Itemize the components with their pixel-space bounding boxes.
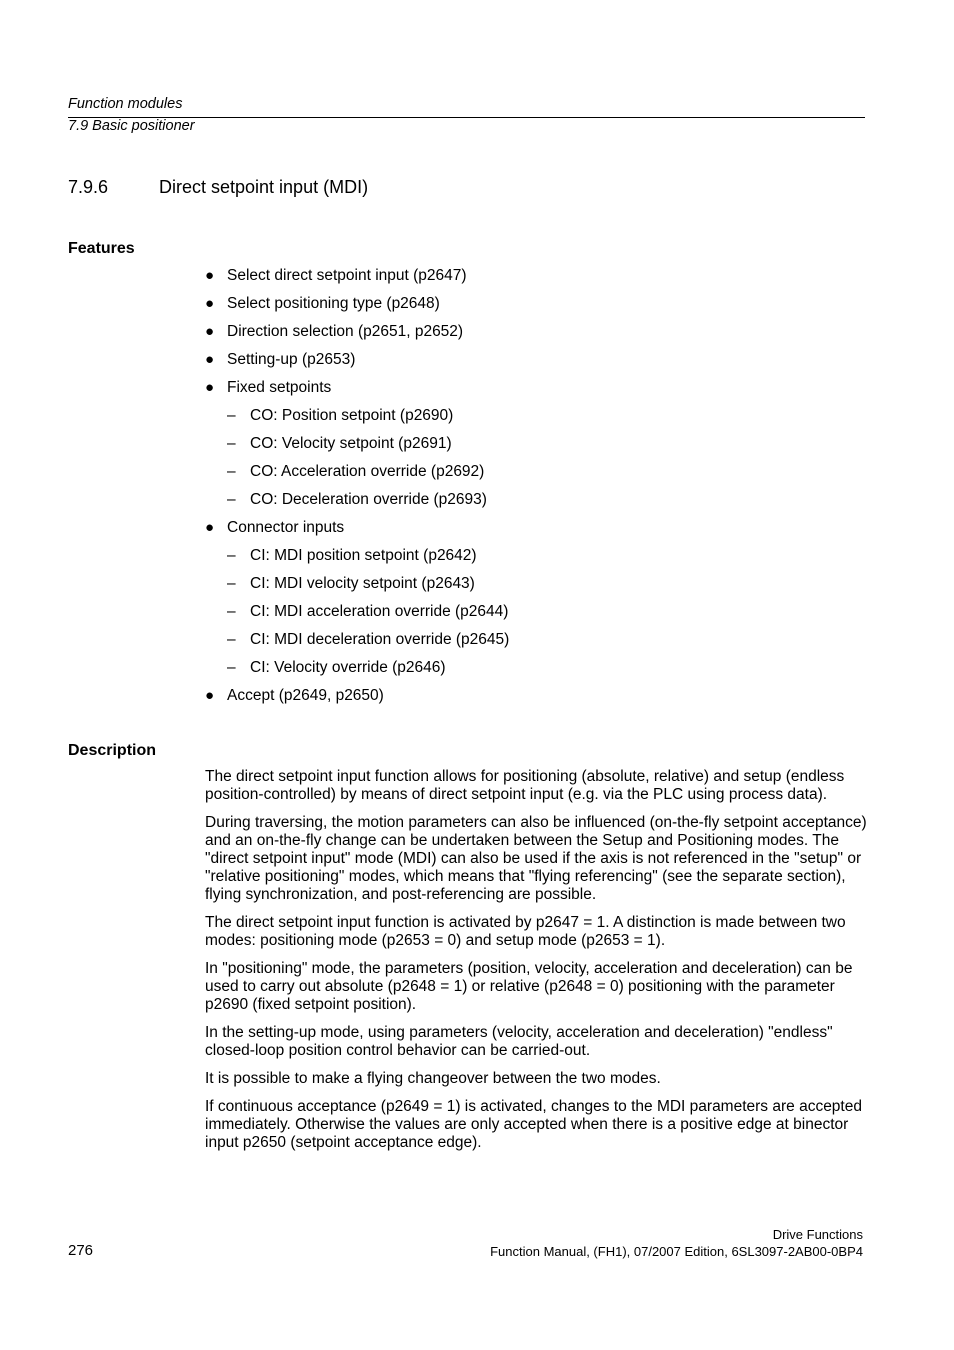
sub-list-item bbox=[205, 434, 865, 462]
list-item bbox=[205, 350, 865, 378]
features-list bbox=[205, 266, 865, 714]
dash-marker: – bbox=[227, 547, 236, 564]
list-item bbox=[205, 322, 865, 350]
list-item-text: Fixed setpoints bbox=[227, 379, 332, 396]
bullet-marker: ● bbox=[205, 323, 215, 340]
description-body bbox=[205, 768, 867, 1162]
dash-marker: – bbox=[227, 435, 236, 452]
bullet-marker: ● bbox=[205, 267, 215, 284]
paragraph: It is possible to make a flying changeover between the two modes. bbox=[205, 1070, 661, 1087]
dash-marker: – bbox=[227, 603, 236, 620]
footer-edition: Function Manual, (FH1), 07/2007 Edition, 6SL3097-2AB00-0BP4 bbox=[490, 1244, 863, 1259]
list-item bbox=[205, 294, 865, 322]
list-item-text: CO: Velocity setpoint (p2691) bbox=[250, 435, 452, 452]
sub-list-item bbox=[205, 630, 865, 658]
list-item-text: CI: Velocity override (p2646) bbox=[250, 659, 446, 676]
sub-list-item bbox=[205, 546, 865, 574]
header-rule bbox=[68, 117, 865, 118]
dash-marker: – bbox=[227, 631, 236, 648]
sub-list-item bbox=[205, 658, 865, 686]
list-item-text: Direction selection (p2651, p2652) bbox=[227, 323, 464, 340]
running-header-chapter: Function modules bbox=[68, 96, 183, 112]
list-item-text: CI: MDI position setpoint (p2642) bbox=[250, 547, 477, 564]
list-item-text: Accept (p2649, p2650) bbox=[227, 687, 384, 704]
bullet-marker: ● bbox=[205, 687, 215, 704]
section-title: Direct setpoint input (MDI) bbox=[159, 177, 369, 197]
description-heading: Description bbox=[68, 742, 157, 759]
dash-marker: – bbox=[227, 491, 236, 508]
bullet-marker: ● bbox=[205, 295, 215, 312]
dash-marker: – bbox=[227, 659, 236, 676]
list-item-text: CO: Position setpoint (p2690) bbox=[250, 407, 454, 424]
list-item-text: Select direct setpoint input (p2647) bbox=[227, 267, 467, 284]
paragraph: During traversing, the motion parameters can also be influenced (on-the-fly setpoint acceptance) and an on-the-fly change can be undertaken between the Setup and Positioning modes. The "direct setpoint input" mode (MDI) can also be used if the axis is not referenced in the "setup" or "relative positioning" modes, which means that "flying referencing" (see the separate section), flying synchronization, and post-referencing are possible. bbox=[205, 814, 867, 903]
list-item-text: CO: Acceleration override (p2692) bbox=[250, 463, 485, 480]
list-item bbox=[205, 518, 865, 546]
dash-marker: – bbox=[227, 575, 236, 592]
paragraph: If continuous acceptance (p2649 = 1) is activated, changes to the MDI parameters are accepted immediately. Otherwise the values are only accepted when there is a positive edge at binector input p2650 (setpoint acceptance edge). bbox=[205, 1098, 862, 1151]
paragraph: In the setting-up mode, using parameters (velocity, acceleration and deceleration) "endless" closed-loop position control behavior can be carried-out. bbox=[205, 1024, 833, 1059]
running-header-section: 7.9 Basic positioner bbox=[68, 118, 195, 134]
list-item-text: CI: MDI deceleration override (p2645) bbox=[250, 631, 510, 648]
list-item bbox=[205, 686, 865, 714]
list-item bbox=[205, 378, 865, 406]
dash-marker: – bbox=[227, 463, 236, 480]
list-item-text: Connector inputs bbox=[227, 519, 345, 536]
bullet-marker: ● bbox=[205, 351, 215, 368]
footer-book-title: Drive Functions bbox=[772, 1227, 863, 1242]
list-item bbox=[205, 266, 865, 294]
bullet-marker: ● bbox=[205, 379, 215, 396]
dash-marker: – bbox=[227, 407, 236, 424]
sub-list-item bbox=[205, 490, 865, 518]
bullet-marker: ● bbox=[205, 519, 215, 536]
list-item-text: CO: Deceleration override (p2693) bbox=[250, 491, 487, 508]
list-item-text: Select positioning type (p2648) bbox=[227, 295, 440, 312]
sub-list-item bbox=[205, 406, 865, 434]
section-number: 7.9.6 bbox=[68, 177, 109, 197]
sub-list-item bbox=[205, 602, 865, 630]
paragraph: In "positioning" mode, the parameters (position, velocity, acceleration and deceleration) can be used to carry out absolute (p2648 = 1) or relative (p2648 = 0) positioning with the parameter p2690 (fixed setpoint position). bbox=[205, 960, 853, 1013]
paragraph: The direct setpoint input function is activated by p2647 = 1. A distinction is made between two modes: positioning mode (p2653 = 0) and setup mode (p2653 = 1). bbox=[205, 914, 846, 949]
list-item-text: CI: MDI velocity setpoint (p2643) bbox=[250, 575, 475, 592]
list-item-text: Setting-up (p2653) bbox=[227, 351, 356, 368]
page-number: 276 bbox=[68, 1242, 94, 1259]
sub-list-item bbox=[205, 574, 865, 602]
list-item-text: CI: MDI acceleration override (p2644) bbox=[250, 603, 509, 620]
sub-list-item bbox=[205, 462, 865, 490]
features-heading: Features bbox=[68, 240, 135, 257]
paragraph: The direct setpoint input function allows for positioning (absolute, relative) and setup (endless position-controlled) by means of direct setpoint input (e.g. via the PLC using process data). bbox=[205, 768, 845, 803]
